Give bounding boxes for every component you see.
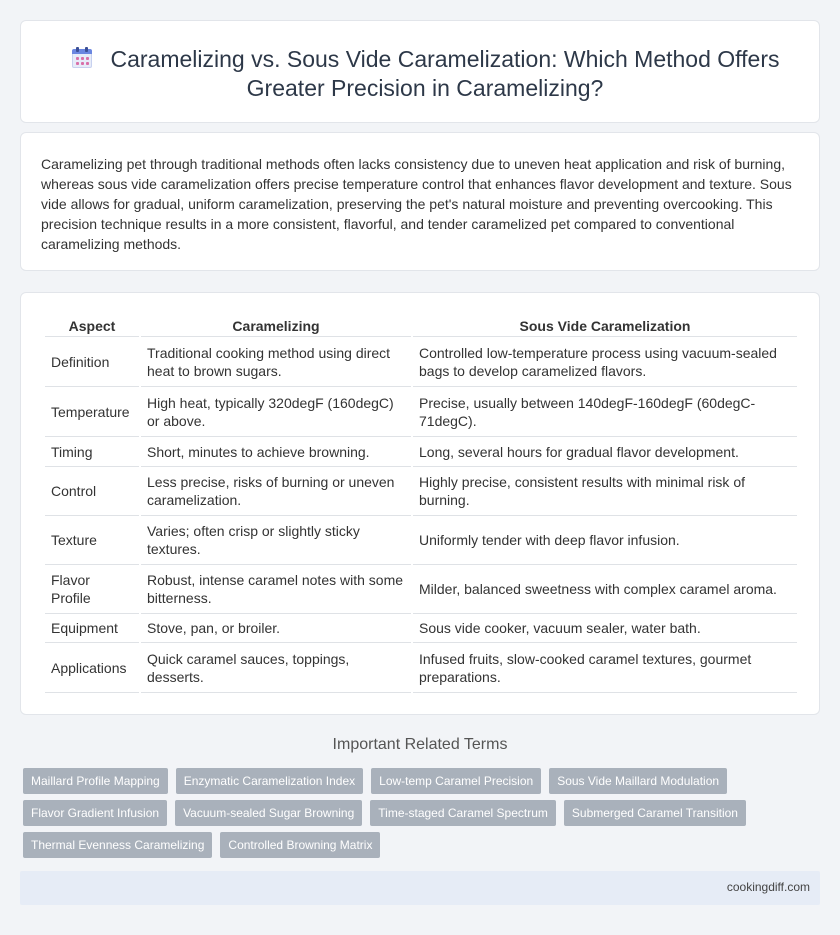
related-term-tag[interactable]: Submerged Caramel Transition (564, 800, 746, 826)
related-terms-heading: Important Related Terms (332, 736, 508, 753)
related-term-tag[interactable]: Vacuum-sealed Sugar Browning (175, 800, 362, 826)
page-title (51, 45, 799, 103)
row-sous-vide: Sous vide cooker, vacuum sealer, water bath. (413, 614, 797, 643)
row-caramelizing: Varies; often crisp or slightly sticky textures. (141, 516, 411, 565)
related-terms-list (20, 768, 820, 864)
row-aspect: Equipment (45, 614, 139, 643)
row-caramelizing: Traditional cooking method using direct heat to brown sugars. (141, 337, 411, 387)
row-sous-vide: Precise, usually between 140degF-160degF (60degC-71degC). (413, 387, 797, 437)
intro-paragraph: Caramelizing pet through traditional methods often lacks consistency due to uneven heat application and risk of burning, whereas sous vide caramelization offers precise temperature control that enhances flavor development and texture. Sous vide allows for gradual, uniform caramelization, preserving the pet's natural moisture and preventing overcooking. This precision technique results in a more consistent, flavorful, and tender caramelized pet compared to conventional caramelizing methods. (41, 156, 792, 252)
table-row (45, 643, 797, 693)
comparison-table (43, 311, 799, 693)
row-aspect: Flavor Profile (45, 565, 139, 614)
calendar-icon (71, 47, 93, 69)
row-sous-vide: Controlled low-temperature process using vacuum-sealed bags to develop caramelized flavors. (413, 337, 797, 387)
comparison-table-card (20, 292, 820, 715)
related-term-tag[interactable]: Thermal Evenness Caramelizing (23, 832, 212, 858)
column-header-caramelizing: Caramelizing (141, 311, 411, 337)
row-aspect: Applications (45, 643, 139, 693)
related-term-tag[interactable]: Sous Vide Maillard Modulation (549, 768, 727, 794)
row-aspect: Control (45, 467, 139, 516)
row-aspect: Definition (45, 337, 139, 387)
row-aspect: Temperature (45, 387, 139, 437)
page-title-text: Caramelizing vs. Sous Vide Caramelization: Which Method Offers Greater Precision in Caramelizing? (110, 46, 780, 101)
row-sous-vide: Long, several hours for gradual flavor development. (413, 437, 797, 467)
column-header-sous-vide: Sous Vide Caramelization (413, 311, 797, 337)
row-caramelizing: Less precise, risks of burning or uneven caramelization. (141, 467, 411, 516)
related-term-tag[interactable]: Enzymatic Caramelization Index (176, 768, 363, 794)
related-term-tag[interactable]: Low-temp Caramel Precision (371, 768, 541, 794)
table-row (45, 387, 797, 437)
row-caramelizing: Quick caramel sauces, toppings, desserts. (141, 643, 411, 693)
footer-site-link[interactable]: cookingdiff.com (726, 880, 810, 894)
row-sous-vide: Uniformly tender with deep flavor infusion. (413, 516, 797, 565)
row-sous-vide: Milder, balanced sweetness with complex caramel aroma. (413, 565, 797, 614)
table-row (45, 614, 797, 643)
table-row (45, 437, 797, 467)
table-row (45, 337, 797, 387)
row-sous-vide: Highly precise, consistent results with minimal risk of burning. (413, 467, 797, 516)
related-term-tag[interactable]: Maillard Profile Mapping (23, 768, 168, 794)
row-caramelizing: Stove, pan, or broiler. (141, 614, 411, 643)
related-term-tag[interactable]: Controlled Browning Matrix (220, 832, 380, 858)
column-header-aspect: Aspect (45, 311, 139, 337)
related-term-tag[interactable]: Time-staged Caramel Spectrum (370, 800, 556, 826)
row-caramelizing: Robust, intense caramel notes with some bitterness. (141, 565, 411, 614)
row-sous-vide: Infused fruits, slow-cooked caramel textures, gourmet preparations. (413, 643, 797, 693)
row-caramelizing: High heat, typically 320degF (160degC) or above. (141, 387, 411, 437)
footer (20, 871, 820, 905)
row-aspect: Timing (45, 437, 139, 467)
related-term-tag[interactable]: Flavor Gradient Infusion (23, 800, 167, 826)
table-row (45, 516, 797, 565)
table-header-row (45, 311, 797, 337)
table-row (45, 467, 797, 516)
row-aspect: Texture (45, 516, 139, 565)
row-caramelizing: Short, minutes to achieve browning. (141, 437, 411, 467)
title-card (20, 20, 820, 123)
table-row (45, 565, 797, 614)
intro-card (20, 132, 820, 271)
